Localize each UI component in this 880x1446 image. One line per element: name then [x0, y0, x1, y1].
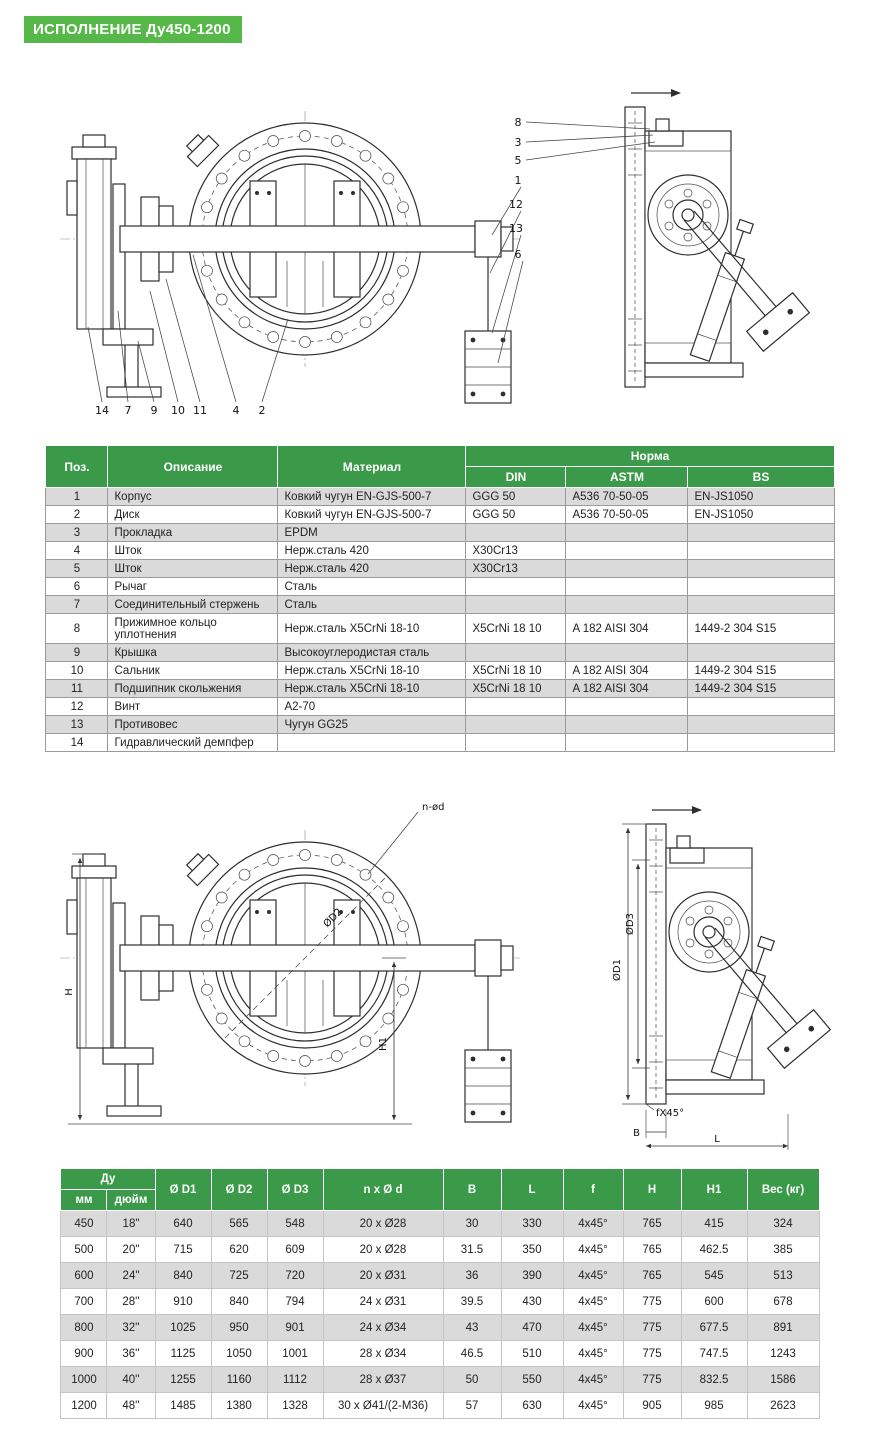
- parts-cell-bs: [688, 644, 834, 662]
- dims-cell-f: 4x45°: [563, 1341, 623, 1367]
- parts-cell-din: GGG 50: [466, 488, 566, 506]
- dims-cell-nd: 20 x Ø28: [323, 1237, 443, 1263]
- parts-cell-pos: 2: [46, 506, 108, 524]
- parts-cell-din: [466, 698, 566, 716]
- dims-cell-d2: 565: [211, 1211, 267, 1237]
- dims-cell-l: 430: [501, 1289, 563, 1315]
- parts-row: [46, 524, 834, 542]
- callout-7: 7: [124, 404, 132, 417]
- dims-cell-h: 775: [623, 1315, 681, 1341]
- dims-cell-mm: 600: [61, 1263, 107, 1289]
- dims-cell-f: 4x45°: [563, 1237, 623, 1263]
- dims-cell-nd: 20 x Ø28: [323, 1211, 443, 1237]
- callout-13: 13: [509, 222, 523, 235]
- dims-cell-h1: 462.5: [681, 1237, 747, 1263]
- parts-col-pos: Поз.: [46, 446, 108, 488]
- page-title: ИСПОЛНЕНИЕ Ду450-1200: [24, 16, 242, 43]
- callout-14: 14: [95, 404, 109, 417]
- dims-col-h1: H1: [681, 1169, 747, 1211]
- parts-row: [46, 614, 834, 644]
- parts-cell-material: Чугун GG25: [278, 716, 466, 734]
- parts-cell-pos: 3: [46, 524, 108, 542]
- dims-cell-inch: 36'': [107, 1341, 155, 1367]
- dim-label-h1: H1: [378, 1037, 389, 1051]
- parts-cell-pos: 1: [46, 488, 108, 506]
- dims-row: [61, 1289, 819, 1315]
- parts-cell-astm: A536 70-50-05: [566, 488, 688, 506]
- dims-cell-l: 510: [501, 1341, 563, 1367]
- parts-cell-pos: 8: [46, 614, 108, 644]
- parts-cell-desc: Противовес: [108, 716, 278, 734]
- parts-cell-din: [466, 734, 566, 752]
- parts-cell-material: Ковкий чугун EN-GJS-500-7: [278, 506, 466, 524]
- dims-cell-b: 50: [443, 1367, 501, 1393]
- parts-row: [46, 680, 834, 698]
- dims-cell-d3: 548: [267, 1211, 323, 1237]
- parts-cell-pos: 11: [46, 680, 108, 698]
- dim-label-h: H: [64, 988, 75, 996]
- parts-cell-bs: EN-JS1050: [688, 506, 834, 524]
- parts-row: [46, 716, 834, 734]
- parts-cell-astm: A536 70-50-05: [566, 506, 688, 524]
- dims-cell-h1: 415: [681, 1211, 747, 1237]
- dims-cell-nd: 20 x Ø31: [323, 1263, 443, 1289]
- dims-cell-h1: 985: [681, 1393, 747, 1419]
- valve-side-view-dims: [646, 806, 830, 1104]
- parts-cell-din: X30Cr13: [466, 542, 566, 560]
- dims-cell-h1: 832.5: [681, 1367, 747, 1393]
- dims-cell-weight: 678: [747, 1289, 819, 1315]
- dims-cell-b: 43: [443, 1315, 501, 1341]
- dims-cell-mm: 900: [61, 1341, 107, 1367]
- dims-cell-f: 4x45°: [563, 1393, 623, 1419]
- parts-cell-pos: 5: [46, 560, 108, 578]
- dims-cell-inch: 40'': [107, 1367, 155, 1393]
- dims-col-f: f: [563, 1169, 623, 1211]
- dims-cell-mm: 450: [61, 1211, 107, 1237]
- parts-cell-bs: [688, 542, 834, 560]
- valve-front-view-dims: [60, 830, 520, 1122]
- parts-cell-din: GGG 50: [466, 506, 566, 524]
- dims-col-b: B: [443, 1169, 501, 1211]
- dims-cell-mm: 800: [61, 1315, 107, 1341]
- callout-3: 3: [514, 136, 522, 149]
- dim-label-n-od: n-ød: [422, 802, 445, 813]
- dims-col-h: H: [623, 1169, 681, 1211]
- dims-cell-b: 57: [443, 1393, 501, 1419]
- dims-cell-mm: 500: [61, 1237, 107, 1263]
- dims-col-mm: мм: [61, 1190, 107, 1211]
- dims-cell-d3: 794: [267, 1289, 323, 1315]
- dims-cell-d3: 1112: [267, 1367, 323, 1393]
- callout-11: 11: [193, 404, 207, 417]
- parts-cell-bs: [688, 578, 834, 596]
- dims-col-d3: Ø D3: [267, 1169, 323, 1211]
- dims-table-body: [61, 1211, 819, 1419]
- parts-row: [46, 596, 834, 614]
- dims-cell-f: 4x45°: [563, 1211, 623, 1237]
- parts-row: [46, 644, 834, 662]
- dims-col-d2: Ø D2: [211, 1169, 267, 1211]
- dims-cell-d1: 640: [155, 1211, 211, 1237]
- dims-cell-l: 330: [501, 1211, 563, 1237]
- dims-cell-h: 765: [623, 1263, 681, 1289]
- dims-table-header: [61, 1169, 819, 1211]
- dims-col-d1: Ø D1: [155, 1169, 211, 1211]
- dims-cell-nd: 28 x Ø34: [323, 1341, 443, 1367]
- parts-cell-pos: 14: [46, 734, 108, 752]
- parts-cell-din: X5CrNi 18 10: [466, 662, 566, 680]
- parts-cell-astm: [566, 524, 688, 542]
- dims-cell-f: 4x45°: [563, 1263, 623, 1289]
- dims-cell-d3: 901: [267, 1315, 323, 1341]
- dims-col-nd: n x Ø d: [323, 1169, 443, 1211]
- dims-cell-d3: 1001: [267, 1341, 323, 1367]
- dims-cell-d1: 1025: [155, 1315, 211, 1341]
- parts-cell-din: X5CrNi 18 10: [466, 614, 566, 644]
- dims-cell-d2: 1380: [211, 1393, 267, 1419]
- dims-cell-h: 905: [623, 1393, 681, 1419]
- parts-row: [46, 488, 834, 506]
- dims-cell-d2: 725: [211, 1263, 267, 1289]
- parts-cell-desc: Подшипник скольжения: [108, 680, 278, 698]
- dims-cell-d3: 720: [267, 1263, 323, 1289]
- dims-cell-mm: 1200: [61, 1393, 107, 1419]
- parts-cell-desc: Винт: [108, 698, 278, 716]
- parts-cell-pos: 6: [46, 578, 108, 596]
- dims-row: [61, 1341, 819, 1367]
- dims-cell-h1: 677.5: [681, 1315, 747, 1341]
- dims-cell-weight: 1586: [747, 1367, 819, 1393]
- parts-cell-material: [278, 734, 466, 752]
- dims-cell-nd: 28 x Ø37: [323, 1367, 443, 1393]
- parts-cell-astm: [566, 716, 688, 734]
- dim-label-d2: ØD2: [321, 906, 345, 930]
- dims-cell-d1: 1485: [155, 1393, 211, 1419]
- parts-row: [46, 698, 834, 716]
- parts-cell-desc: Сальник: [108, 662, 278, 680]
- parts-row: [46, 662, 834, 680]
- parts-cell-bs: [688, 560, 834, 578]
- dims-cell-f: 4x45°: [563, 1289, 623, 1315]
- parts-cell-astm: A 182 AISI 304: [566, 680, 688, 698]
- dims-row: [61, 1237, 819, 1263]
- parts-cell-material: Нерж.сталь X5CrNi 18-10: [278, 614, 466, 644]
- dims-cell-h: 775: [623, 1367, 681, 1393]
- parts-cell-material: Нерж.сталь 420: [278, 560, 466, 578]
- callout-4: 4: [232, 404, 240, 417]
- parts-cell-din: X30Cr13: [466, 560, 566, 578]
- dims-cell-inch: 24": [107, 1263, 155, 1289]
- technical-drawing-top: [48, 67, 832, 419]
- dims-col-inch: дюйм: [107, 1190, 155, 1211]
- parts-cell-bs: [688, 716, 834, 734]
- callout-6: 6: [514, 248, 522, 261]
- dims-cell-l: 350: [501, 1237, 563, 1263]
- parts-cell-din: [466, 596, 566, 614]
- dims-col-l: L: [501, 1169, 563, 1211]
- dims-cell-nd: 30 x Ø41/(2-M36): [323, 1393, 443, 1419]
- dims-cell-mm: 700: [61, 1289, 107, 1315]
- parts-col-desc: Описание: [108, 446, 278, 488]
- technical-drawing-dimensions: [48, 774, 832, 1152]
- dims-row: [61, 1367, 819, 1393]
- parts-cell-desc: Прокладка: [108, 524, 278, 542]
- parts-cell-pos: 7: [46, 596, 108, 614]
- callout-1: 1: [514, 174, 522, 187]
- dims-cell-l: 470: [501, 1315, 563, 1341]
- dims-cell-weight: 324: [747, 1211, 819, 1237]
- parts-cell-desc: Шток: [108, 542, 278, 560]
- callouts-bottom: [95, 404, 266, 417]
- dims-cell-h: 775: [623, 1289, 681, 1315]
- dims-row: [61, 1211, 819, 1237]
- dims-row: [61, 1315, 819, 1341]
- dims-cell-d2: 840: [211, 1289, 267, 1315]
- callout-10: 10: [171, 404, 185, 417]
- parts-cell-bs: [688, 734, 834, 752]
- dims-cell-d2: 1050: [211, 1341, 267, 1367]
- dims-cell-d1: 715: [155, 1237, 211, 1263]
- dims-cell-h: 775: [623, 1341, 681, 1367]
- dims-cell-nd: 24 x Ø31: [323, 1289, 443, 1315]
- parts-col-material: Материал: [278, 446, 466, 488]
- parts-row: [46, 734, 834, 752]
- parts-cell-pos: 13: [46, 716, 108, 734]
- dims-cell-d1: 910: [155, 1289, 211, 1315]
- parts-cell-bs: EN-JS1050: [688, 488, 834, 506]
- parts-cell-material: Нерж.сталь X5CrNi 18-10: [278, 680, 466, 698]
- dims-cell-h1: 545: [681, 1263, 747, 1289]
- dims-cell-f: 4x45°: [563, 1315, 623, 1341]
- parts-row: [46, 506, 834, 524]
- dim-label-d1: ØD1: [612, 959, 623, 981]
- dims-cell-l: 630: [501, 1393, 563, 1419]
- parts-cell-astm: [566, 698, 688, 716]
- parts-row: [46, 542, 834, 560]
- parts-cell-material: EPDM: [278, 524, 466, 542]
- dim-label-d3: ØD3: [625, 913, 636, 935]
- dims-cell-f: 4x45°: [563, 1367, 623, 1393]
- parts-cell-material: Ковкий чугун EN-GJS-500-7: [278, 488, 466, 506]
- dims-cell-weight: 385: [747, 1237, 819, 1263]
- callout-9: 9: [150, 404, 158, 417]
- parts-cell-desc: Корпус: [108, 488, 278, 506]
- parts-cell-material: A2-70: [278, 698, 466, 716]
- dims-cell-d1: 840: [155, 1263, 211, 1289]
- callout-12: 12: [509, 198, 523, 211]
- dim-label-chamfer: fX45°: [656, 1108, 685, 1119]
- dims-cell-weight: 513: [747, 1263, 819, 1289]
- dims-cell-d3: 609: [267, 1237, 323, 1263]
- parts-cell-bs: [688, 596, 834, 614]
- parts-cell-din: X5CrNi 18 10: [466, 680, 566, 698]
- parts-cell-astm: A 182 AISI 304: [566, 662, 688, 680]
- dims-cell-d2: 1160: [211, 1367, 267, 1393]
- dims-cell-b: 31.5: [443, 1237, 501, 1263]
- dims-cell-b: 46.5: [443, 1341, 501, 1367]
- dims-cell-b: 39.5: [443, 1289, 501, 1315]
- dims-cell-h1: 747.5: [681, 1341, 747, 1367]
- parts-cell-material: Нерж.сталь X5CrNi 18-10: [278, 662, 466, 680]
- callout-2: 2: [258, 404, 266, 417]
- dims-cell-h: 765: [623, 1211, 681, 1237]
- dims-cell-d1: 1125: [155, 1341, 211, 1367]
- parts-cell-astm: [566, 542, 688, 560]
- dims-cell-l: 550: [501, 1367, 563, 1393]
- parts-cell-desc: Гидравлический демпфер: [108, 734, 278, 752]
- parts-cell-din: [466, 716, 566, 734]
- callout-8: 8: [514, 116, 522, 129]
- dims-cell-weight: 2623: [747, 1393, 819, 1419]
- dims-cell-weight: 1243: [747, 1341, 819, 1367]
- parts-table: [45, 445, 834, 752]
- parts-cell-desc: Шток: [108, 560, 278, 578]
- parts-cell-bs: 1449-2 304 S15: [688, 662, 834, 680]
- parts-cell-pos: 9: [46, 644, 108, 662]
- parts-col-din: DIN: [466, 467, 566, 488]
- parts-cell-material: Нерж.сталь 420: [278, 542, 466, 560]
- dim-label-l: L: [714, 1134, 720, 1145]
- dims-cell-d2: 950: [211, 1315, 267, 1341]
- parts-table-body: [46, 488, 834, 752]
- dims-cell-b: 30: [443, 1211, 501, 1237]
- valve-side-view: [625, 89, 809, 387]
- parts-cell-pos: 4: [46, 542, 108, 560]
- dims-cell-h1: 600: [681, 1289, 747, 1315]
- parts-cell-astm: A 182 AISI 304: [566, 614, 688, 644]
- callout-5: 5: [514, 154, 522, 167]
- dims-cell-inch: 20": [107, 1237, 155, 1263]
- dims-cell-weight: 891: [747, 1315, 819, 1341]
- parts-cell-astm: [566, 644, 688, 662]
- parts-cell-astm: [566, 734, 688, 752]
- parts-cell-bs: [688, 524, 834, 542]
- parts-cell-desc: Соединительный стержень: [108, 596, 278, 614]
- parts-row: [46, 578, 834, 596]
- dims-row: [61, 1263, 819, 1289]
- parts-cell-din: [466, 644, 566, 662]
- parts-col-norm: Норма: [466, 446, 834, 467]
- parts-cell-desc: Прижимное кольцо уплотнения: [108, 614, 278, 644]
- dims-cell-l: 390: [501, 1263, 563, 1289]
- valve-front-view: [60, 111, 520, 403]
- parts-cell-astm: [566, 578, 688, 596]
- parts-table-header: [46, 446, 834, 488]
- parts-cell-pos: 12: [46, 698, 108, 716]
- dims-cell-inch: 28'': [107, 1289, 155, 1315]
- parts-row: [46, 560, 834, 578]
- parts-cell-material: Сталь: [278, 578, 466, 596]
- parts-cell-material: Высокоуглеродистая сталь: [278, 644, 466, 662]
- parts-cell-bs: [688, 698, 834, 716]
- dims-cell-inch: 48'': [107, 1393, 155, 1419]
- parts-cell-bs: 1449-2 304 S15: [688, 680, 834, 698]
- dims-row: [61, 1393, 819, 1419]
- dimensions-table: [60, 1168, 819, 1419]
- dims-col-du: Ду: [61, 1169, 155, 1190]
- dims-cell-d1: 1255: [155, 1367, 211, 1393]
- dims-cell-mm: 1000: [61, 1367, 107, 1393]
- dims-cell-inch: 32'': [107, 1315, 155, 1341]
- parts-cell-desc: Рычаг: [108, 578, 278, 596]
- dims-cell-b: 36: [443, 1263, 501, 1289]
- dims-cell-inch: 18": [107, 1211, 155, 1237]
- parts-col-astm: ASTM: [566, 467, 688, 488]
- dims-cell-nd: 24 x Ø34: [323, 1315, 443, 1341]
- parts-cell-astm: [566, 596, 688, 614]
- parts-cell-din: [466, 578, 566, 596]
- parts-cell-desc: Диск: [108, 506, 278, 524]
- dims-col-weight: Вес (кг): [747, 1169, 819, 1211]
- parts-cell-astm: [566, 560, 688, 578]
- parts-col-bs: BS: [688, 467, 834, 488]
- dim-label-b: B: [633, 1128, 640, 1139]
- dims-cell-d3: 1328: [267, 1393, 323, 1419]
- dims-cell-h: 765: [623, 1237, 681, 1263]
- parts-cell-pos: 10: [46, 662, 108, 680]
- dims-cell-d2: 620: [211, 1237, 267, 1263]
- parts-cell-din: [466, 524, 566, 542]
- parts-cell-bs: 1449-2 304 S15: [688, 614, 834, 644]
- parts-cell-material: Сталь: [278, 596, 466, 614]
- parts-cell-desc: Крышка: [108, 644, 278, 662]
